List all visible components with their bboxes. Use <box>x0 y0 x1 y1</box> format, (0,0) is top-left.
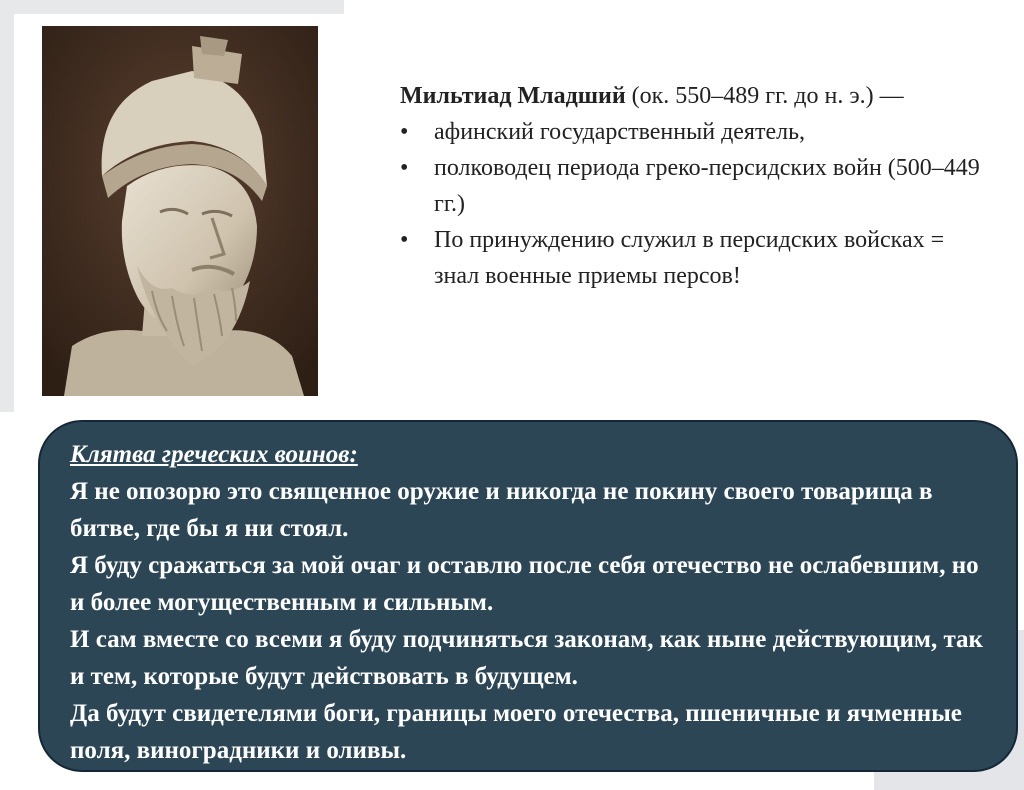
list-item-text: полководец периода греко-персидских войн (500–449 гг.) <box>434 155 980 217</box>
bust-illustration <box>42 26 318 396</box>
list-item-text: По принуждению служил в персидских войсках = знал военные приемы персов! <box>434 227 945 289</box>
bullet-icon: • <box>400 227 409 253</box>
portrait-bust-image <box>42 26 318 396</box>
list-item-text: афинский государственный деятель, <box>434 119 806 145</box>
list-item <box>400 150 990 222</box>
person-dates: (ок. 550–489 гг. до н. э.) — <box>625 83 904 109</box>
oath-line: Да будут свидетелями боги, границы моего отечества, пшеничные и ячменные поля, виноградники и оливы. <box>70 700 962 764</box>
oath-line: Я не опозорю это священное оружие и никогда не покину своего товарища в битве, где бы я ни стоял. <box>70 478 933 542</box>
bullet-icon: • <box>400 155 409 181</box>
biography-list <box>400 114 990 294</box>
biography-text <box>400 78 990 294</box>
oath-title: Клятва греческих воинов: <box>70 441 358 468</box>
biography-heading <box>400 78 990 114</box>
oath-box <box>38 420 1018 772</box>
bullet-icon: • <box>400 119 409 145</box>
oath-line: И сам вместе со всеми я буду подчиняться законам, как ныне действующим, так и тем, которые будут действовать в будущем. <box>70 626 983 690</box>
list-item <box>400 114 990 150</box>
list-item <box>400 222 990 294</box>
person-name: Мильтиад Младший <box>400 83 626 109</box>
oath-line: Я буду сражаться за мой очаг и оставлю после себя отечество не ослабевшим, но и более могущественным и сильным. <box>70 552 979 616</box>
